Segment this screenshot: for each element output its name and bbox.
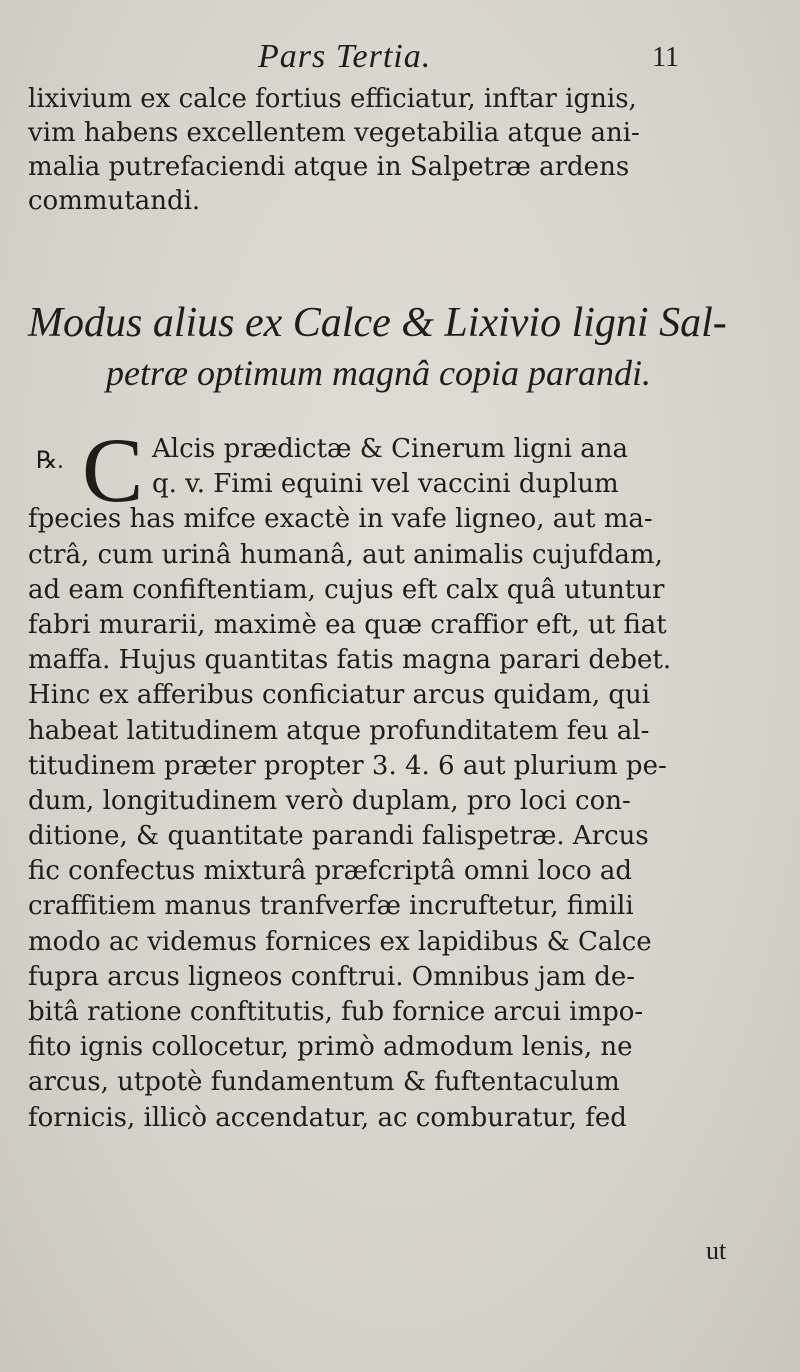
heading-line: Modus alius ex Calce & Lixivio ligni Sal- bbox=[28, 300, 727, 346]
text-line: lixivium ex calce fortius efficiatur, inftar ignis, bbox=[28, 84, 637, 114]
text-line: ctrâ, cum urinâ humanâ, aut animalis cujufdam, bbox=[28, 539, 663, 570]
text-line: fito ignis collocetur, primò admodum lenis, ne bbox=[28, 1032, 633, 1063]
section-heading bbox=[28, 298, 788, 398]
text-line: craffitiem manus tranfverfæ incruftetur, fimili bbox=[28, 891, 634, 922]
text-line: habeat latitudinem atque profunditatem feu al- bbox=[28, 715, 650, 746]
text-line: ditione, & quantitate parandi falispetræ. Arcus bbox=[28, 821, 649, 852]
paragraph-recipe bbox=[28, 432, 778, 1136]
text-line: fabri murarii, maximè ea quæ craffior eft, ut fiat bbox=[28, 609, 667, 640]
text-line: ad eam confiftentiam, cujus eft calx quâ utuntur bbox=[28, 574, 665, 605]
text-line: fornicis, illicò accendatur, ac comburatur, fed bbox=[28, 1102, 627, 1133]
text-line: malia putrefaciendi atque in Salpetræ ardens bbox=[28, 152, 630, 182]
text-line: Alcis prædictæ & Cinerum ligni ana bbox=[152, 434, 628, 464]
running-title: Pars Tertia. bbox=[258, 38, 432, 75]
text-line: modo ac videmus fornices ex lapidibus & Calce bbox=[28, 926, 652, 957]
text-line: commutandi. bbox=[28, 186, 201, 216]
catchword: ut bbox=[706, 1236, 727, 1265]
text-line: vim habens excellentem vegetabilia atque ani- bbox=[28, 118, 640, 148]
text-line: dum, longitudinem verò duplam, pro loci con- bbox=[28, 785, 631, 816]
text-line: fupra arcus ligneos conftrui. Omnibus jam de- bbox=[28, 961, 636, 992]
heading-line: petræ optimum magnâ copia parandi. bbox=[106, 353, 651, 393]
page-header bbox=[0, 38, 800, 78]
text-line: maffa. Hujus quantitas fatis magna parari debet. bbox=[28, 645, 672, 676]
page-number: 11 bbox=[652, 42, 679, 73]
text-line: Hinc ex afferibus conficiatur arcus quidam, qui bbox=[28, 680, 651, 711]
paragraph-lixivium bbox=[28, 82, 778, 218]
text-line: q. v. Fimi equini vel vaccini duplum bbox=[152, 469, 619, 500]
text-line: titudinem præter propter 3. 4. 6 aut plurium pe- bbox=[28, 750, 667, 781]
recipe-sign: ℞. bbox=[36, 448, 64, 474]
text-line: fic confectus mixturâ præfcriptâ omni loco ad bbox=[28, 856, 633, 887]
text-line: fpecies has mifce exactè in vafe ligneo, aut ma- bbox=[28, 504, 653, 535]
drop-initial: C bbox=[82, 419, 144, 521]
text-line: arcus, utpotè fundamentum & fuftentaculum bbox=[28, 1067, 620, 1098]
text-line: bitâ ratione conftitutis, fub fornice arcui impo- bbox=[28, 997, 644, 1027]
